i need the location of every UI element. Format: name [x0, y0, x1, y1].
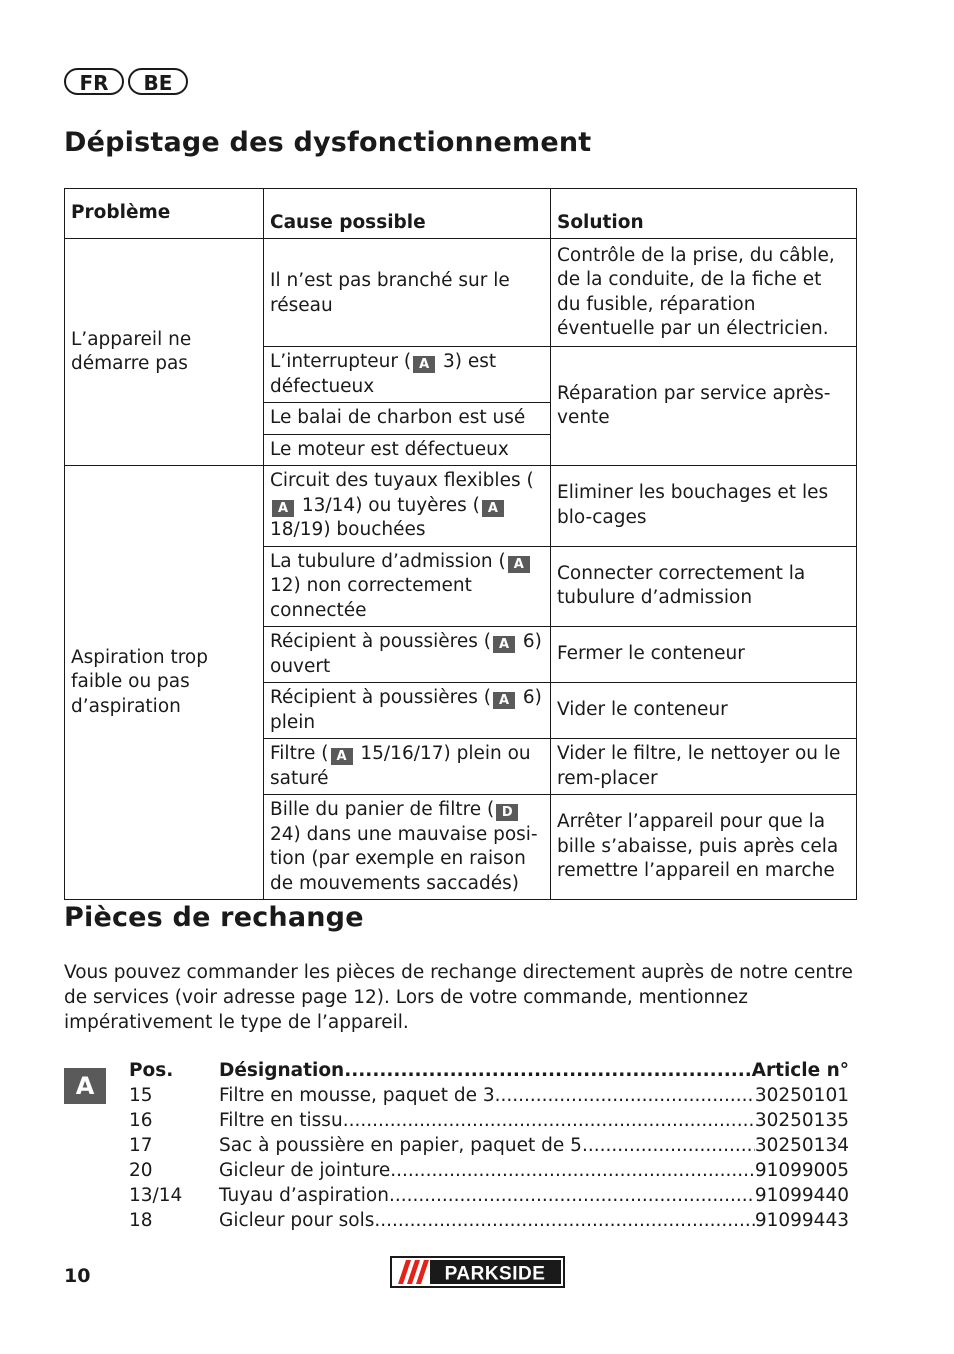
cause-text: Récipient à poussières (: [270, 687, 491, 708]
figure-reference-badge: A: [482, 500, 504, 517]
language-badge-fr: FR: [64, 68, 124, 95]
part-row: [129, 1208, 849, 1233]
leader-dots: [495, 1083, 755, 1108]
part-name: Gicleur de jointure: [219, 1160, 391, 1181]
parts-header-article: Article n°: [751, 1060, 849, 1081]
part-name: Filtre en mousse, paquet de 3: [219, 1085, 495, 1106]
solution-cell: Réparation par service après-vente: [551, 347, 857, 466]
solution-cell: Contrôle de la prise, du câble, de la conduite, de la fiche et du fusible, réparation éventuelle par un électricien.: [551, 239, 857, 347]
part-article: 30250135: [754, 1110, 849, 1131]
column-header-cause: Cause possible: [264, 189, 551, 239]
leader-dots: [390, 1158, 755, 1183]
part-pos: 18: [129, 1210, 153, 1231]
page-number: 10: [64, 1265, 91, 1287]
part-row: [129, 1108, 849, 1133]
parts-header-pos: Pos.: [129, 1060, 174, 1081]
cause-text: Filtre (: [270, 743, 329, 764]
part-name: Filtre en tissu: [219, 1110, 343, 1131]
cause-text: La tubulure d’admission (: [270, 550, 506, 572]
part-pos: 15: [129, 1085, 153, 1106]
problem-cell: Aspiration trop faible ou pas d’aspiration: [65, 466, 264, 900]
cause-text: Récipient à poussières (: [270, 631, 491, 652]
cause-cell: [264, 739, 551, 795]
figure-reference-badge: D: [496, 804, 518, 821]
troubleshooting-title: Dépistage des dysfonctionnement: [64, 127, 592, 158]
spare-parts-intro: Vous pouvez commander les pièces de rechange directement auprès de notre centre de services (voir adresse page 12). Lors de votre commande, mentionnez impérativement le type de l’appareil.: [64, 962, 853, 1033]
column-header-problem: Problème: [65, 189, 264, 239]
solution-cell: Eliminer les bouchages et les blo-cages: [551, 466, 857, 547]
parkside-logo: [390, 1256, 565, 1288]
solution-cell: Fermer le conteneur: [551, 627, 857, 683]
solution-cell: Connecter correctement la tubulure d’admission: [551, 546, 857, 627]
cause-cell: [264, 466, 551, 547]
part-row: [129, 1083, 849, 1108]
figure-reference-badge: A: [413, 356, 435, 373]
spare-parts-title: Pièces de rechange: [64, 902, 364, 933]
language-badge-be: BE: [128, 68, 188, 95]
cause-text: 18/19) bouchées: [270, 519, 426, 540]
figure-reference-badge: A: [508, 556, 530, 573]
cause-text: 6) ouvert: [270, 631, 542, 677]
part-pos: 16: [129, 1110, 153, 1131]
cause-text: 6) plein: [270, 687, 542, 733]
cause-cell: [264, 683, 551, 739]
part-article: 30250101: [754, 1085, 849, 1106]
cause-text: Circuit des tuyaux flexibles (: [270, 470, 534, 491]
cause-cell: [264, 795, 551, 900]
cause-text: 12) non correctement connectée: [270, 575, 472, 621]
leader-dots: [343, 1108, 755, 1133]
cause-cell: [264, 546, 551, 627]
part-name: Gicleur pour sols: [219, 1210, 375, 1231]
leader-dots: [344, 1058, 751, 1083]
spare-parts-list: [129, 1058, 849, 1233]
part-row: [129, 1158, 849, 1183]
part-row: [129, 1133, 849, 1158]
cause-cell: Le balai de charbon est usé: [264, 403, 551, 435]
solution-cell: Vider le conteneur: [551, 683, 857, 739]
figure-reference-badge: A: [331, 748, 353, 765]
part-article: 91099443: [754, 1210, 849, 1231]
cause-text: 3) est défectueux: [270, 351, 497, 397]
troubleshooting-table: [64, 188, 857, 900]
cause-text: 15/16/17) plein ou saturé: [270, 743, 531, 789]
leader-dots: [374, 1208, 754, 1233]
part-article: 91099005: [754, 1160, 849, 1181]
cause-text: Bille du panier de filtre (: [270, 799, 495, 820]
part-name: Tuyau d’aspiration: [219, 1185, 389, 1206]
figure-reference-badge: A: [493, 636, 515, 653]
cause-text: L’interrupteur (: [270, 351, 412, 372]
cause-cell: Le moteur est défectueux: [264, 434, 551, 466]
leader-dots: [389, 1183, 755, 1208]
parts-header-row: [129, 1058, 849, 1083]
cause-cell: [264, 347, 551, 403]
figure-label-badge: A: [64, 1068, 106, 1104]
solution-cell: Vider le filtre, le nettoyer ou le rem-placer: [551, 739, 857, 795]
part-name: Sac à poussière en papier, paquet de 5: [219, 1135, 582, 1156]
part-article: 91099440: [754, 1185, 849, 1206]
cause-text: 13/14) ou tuyères (: [296, 494, 480, 516]
part-pos: 13/14: [129, 1185, 183, 1206]
problem-cell: L’appareil ne démarre pas: [65, 239, 264, 466]
cause-text: 24) dans une mauvaise posi-tion (par exemple en raison de mouvements saccadés): [270, 823, 538, 894]
leader-dots: [582, 1133, 755, 1158]
cause-cell: [264, 627, 551, 683]
figure-reference-badge: A: [493, 692, 515, 709]
logo-text: PARKSIDE: [444, 1263, 546, 1285]
figure-reference-badge: A: [272, 500, 294, 517]
part-pos: 17: [129, 1135, 153, 1156]
solution-cell: Arrêter l’appareil pour que la bille s’abaisse, puis après cela remettre l’appareil en marche: [551, 795, 857, 900]
parts-header-name: Désignation: [219, 1060, 345, 1081]
part-article: 30250134: [754, 1135, 849, 1156]
part-row: [129, 1183, 849, 1208]
column-header-solution: Solution: [551, 189, 857, 239]
cause-cell: Il n’est pas branché sur le réseau: [264, 239, 551, 347]
part-pos: 20: [129, 1160, 153, 1181]
